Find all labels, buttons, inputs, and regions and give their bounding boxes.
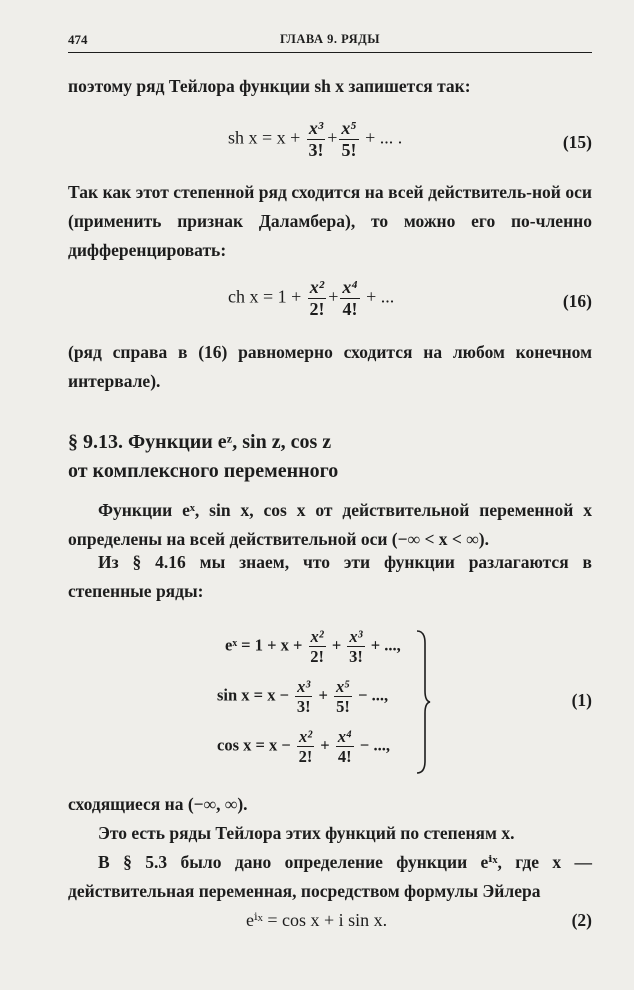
page-number: 474 [68, 32, 88, 47]
series-sin: sin x = x − $\frac{\text{x³}}{3!}$ + $\frac{\text{x⁵}}{5!}$ − ..., [217, 677, 389, 716]
paragraph-euler-intro: В § 5.3 было дано определение функции eⁱˣ, где x — действительная переменная, посредством формулы Эйлера [68, 852, 592, 901]
paragraph-taylor: Это есть ряды Тейлора этих функций по степеням x. [98, 823, 515, 843]
system-number: (1) [571, 690, 592, 710]
series-cos: cos x = x − $\frac{\text{x²}}{2!}$ + $\frac{\text{x⁴}}{4!}$ − ..., [217, 727, 390, 766]
section-heading-line1: § 9.13. Функции eᶻ, sin z, cos z [68, 431, 332, 453]
paragraph-series-intro: Из § 4.16 мы знаем, что эти функции разлагаются в степенные ряды: [68, 552, 592, 601]
eq16-frac-2: $\frac{\text{x⁴}}{4!}$ [342, 277, 358, 319]
chapter-title: ГЛАВА 9. РЯДЫ [279, 32, 381, 46]
eq16-number: (16) [562, 291, 592, 311]
eq2-number: (2) [571, 910, 592, 930]
right-brace [415, 629, 431, 775]
equation-2 [68, 906, 592, 940]
paragraph-sh-intro: поэтому ряд Тейлора функции sh x запишется так: [68, 76, 471, 96]
equation-16: ch x = 1 + $\frac{\text{x²}}{2!}$ + $\frac{\text{x⁴}}{4!}$ + ... (16) [228, 277, 592, 319]
eq15-frac-2: $\frac{\text{x⁵}}{5!}$ [341, 118, 357, 160]
eq15-tail: + ... . [360, 127, 403, 148]
equation-15: sh x = x + $\frac{\text{x³}}{3!}$ + $\frac{\text{x⁵}}{5!}$ + ... . (15) [228, 118, 592, 160]
section-heading [68, 428, 592, 486]
paragraph-converge-range: сходящиеся на (−∞, ∞). [68, 794, 248, 814]
eq16-tail: + ... [361, 286, 395, 307]
paragraph-functions-defined: Функции eˣ, sin x, cos x от действительной переменной x определены на всей действительной оси (−∞ < x < ∞). [68, 500, 592, 549]
series-system [217, 627, 485, 777]
eq16-frac-1: $\frac{\text{x²}}{2!}$ [309, 277, 325, 319]
eq15-lhs: sh x = x + [228, 127, 305, 148]
paragraph-convergence: Так как этот степенной ряд сходится на всей действитель-ной оси (применить признак Даламбера), то можно его по-членно дифференцировать: [68, 182, 592, 260]
eq15-number: (15) [562, 132, 592, 152]
paragraph-uniform: (ряд справа в (16) равномерно сходится на любом конечном интервале). [68, 342, 592, 391]
section-heading-line2: от комплексного переменного [68, 460, 339, 482]
series-exp: eˣ = 1 + x + $\frac{\text{x²}}{2!}$ + $\frac{\text{x³}}{3!}$ + ..., [225, 627, 401, 666]
eq16-lhs: ch x = 1 + [228, 286, 306, 307]
eq2-body: eⁱˣ = cos x + i sin x. [246, 910, 388, 930]
eq15-frac-1: $\frac{\text{x³}}{3!}$ [308, 118, 324, 160]
running-header [68, 30, 592, 53]
